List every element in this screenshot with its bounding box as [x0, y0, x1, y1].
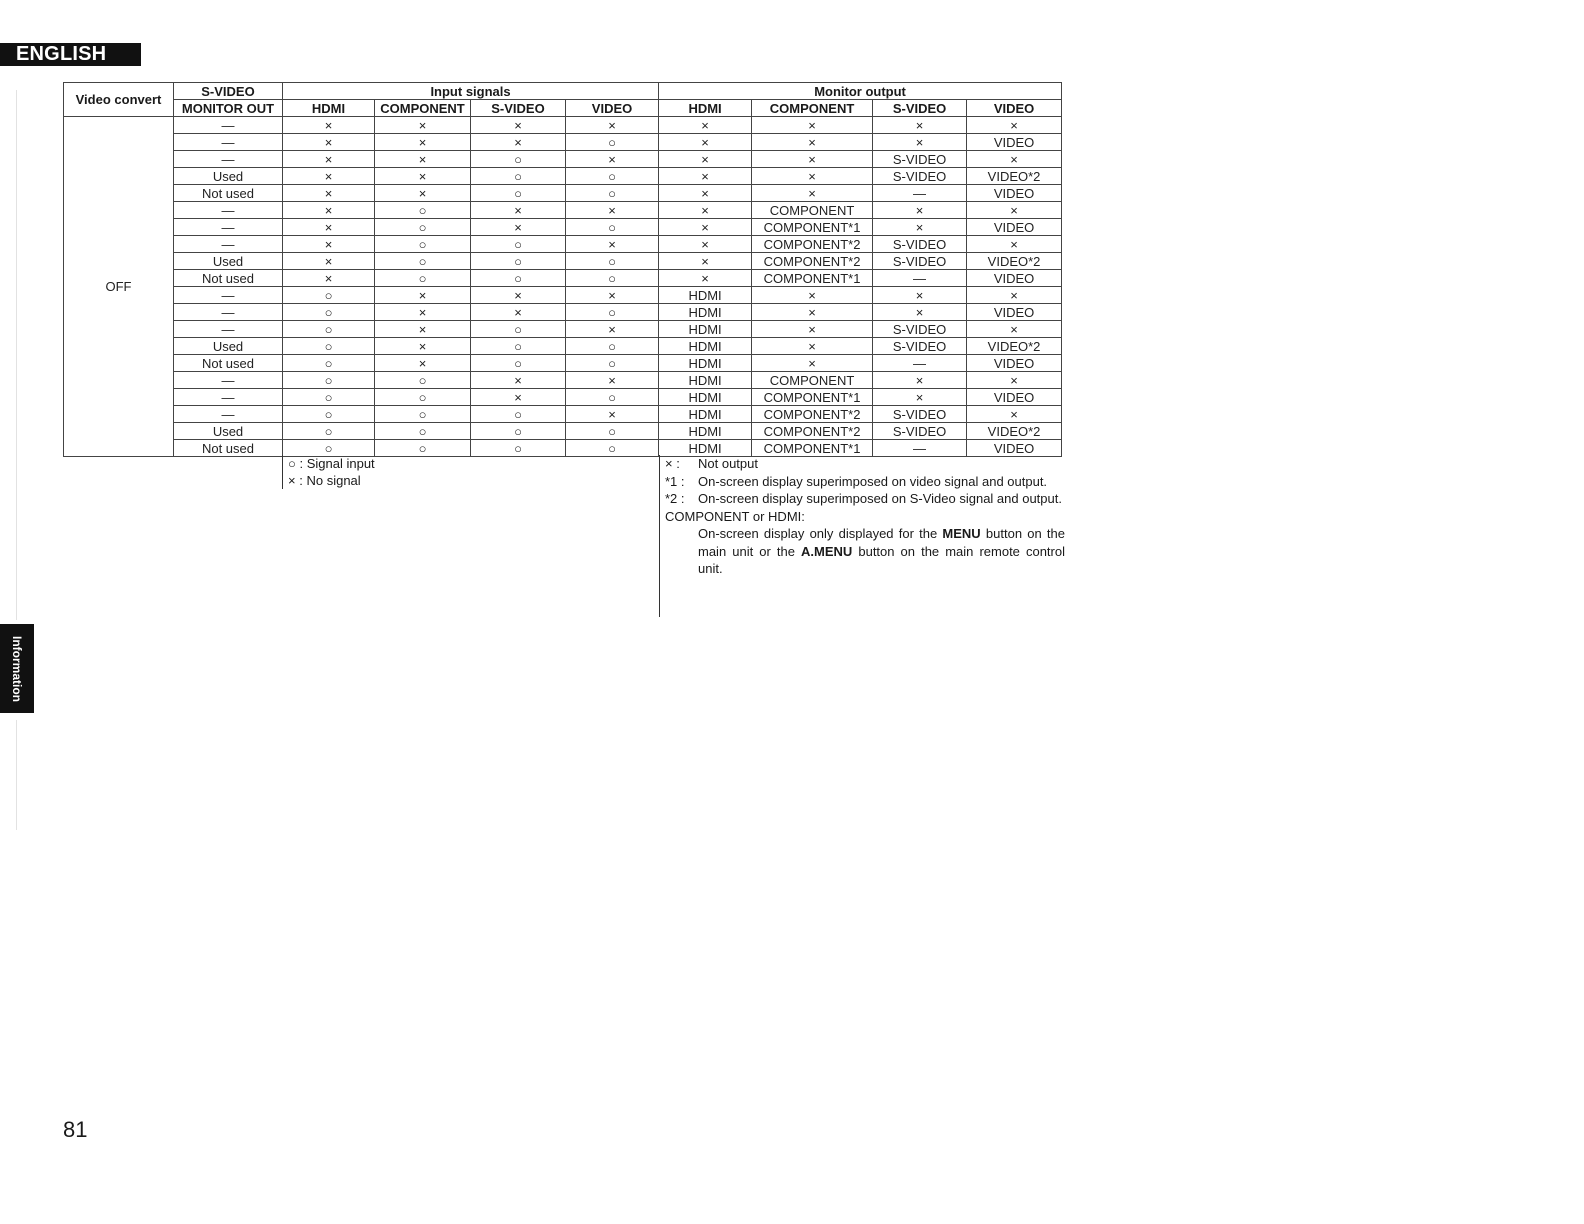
- note-footnote-2: [665, 490, 1065, 508]
- cell-output-hdmi: HDMI: [659, 440, 752, 457]
- note-text-b: button on the main unit or the: [698, 526, 1066, 559]
- table-row: [64, 355, 1062, 372]
- cell-input-video: ×: [566, 117, 659, 134]
- video-convert-off-cell: OFF: [64, 117, 174, 457]
- cell-output-component: COMPONENT*2: [752, 253, 873, 270]
- cell-output-component: ×: [752, 321, 873, 338]
- cell-input-hdmi: ○: [283, 372, 375, 389]
- cell-input-hdmi: ○: [283, 338, 375, 355]
- cell-output-svideo: ×: [873, 287, 967, 304]
- cell-input-svideo: ○: [471, 321, 566, 338]
- cell-output-component: ×: [752, 117, 873, 134]
- table-row: [64, 219, 1062, 236]
- cell-input-video: ○: [566, 304, 659, 321]
- cell-input-svideo: ○: [471, 355, 566, 372]
- cell-output-svideo: S-VIDEO: [873, 406, 967, 423]
- table-row: [64, 440, 1062, 457]
- note-not-output: [665, 455, 1065, 473]
- table-row: [64, 389, 1062, 406]
- cell-output-hdmi: HDMI: [659, 338, 752, 355]
- table-row: [64, 423, 1062, 440]
- cell-input-svideo: ○: [471, 270, 566, 287]
- cell-output-component: ×: [752, 287, 873, 304]
- cell-input-svideo: ○: [471, 151, 566, 168]
- cell-output-hdmi: HDMI: [659, 389, 752, 406]
- side-tab-information[interactable]: [0, 624, 34, 713]
- cell-input-video: ○: [566, 219, 659, 236]
- table-row: [64, 134, 1062, 151]
- cell-svideo-monitor-out: —: [174, 372, 283, 389]
- cell-output-hdmi: HDMI: [659, 304, 752, 321]
- cell-input-video: ○: [566, 440, 659, 457]
- cell-output-hdmi: ×: [659, 253, 752, 270]
- cell-input-component: ○: [375, 423, 471, 440]
- cell-input-hdmi: ○: [283, 406, 375, 423]
- note-text-c: button on the main remote control unit.: [698, 543, 1065, 576]
- header-output-video: VIDEO: [967, 100, 1062, 117]
- side-nav-guide-line: [16, 90, 17, 620]
- cell-input-hdmi: ○: [283, 321, 375, 338]
- cell-output-hdmi: HDMI: [659, 423, 752, 440]
- cell-input-svideo: ○: [471, 406, 566, 423]
- cell-input-component: ×: [375, 168, 471, 185]
- note-footnote-1: [665, 473, 1065, 491]
- cell-svideo-monitor-out: —: [174, 236, 283, 253]
- header-svideo-monitor-out-line1: S-VIDEO: [174, 83, 283, 100]
- note-text-a: On-screen display only displayed for the: [698, 526, 938, 541]
- cell-input-component: ○: [375, 202, 471, 219]
- cell-output-hdmi: HDMI: [659, 372, 752, 389]
- cell-output-hdmi: HDMI: [659, 355, 752, 372]
- cell-input-component: ○: [375, 253, 471, 270]
- cell-output-svideo: S-VIDEO: [873, 423, 967, 440]
- cell-input-hdmi: ○: [283, 440, 375, 457]
- cell-input-video: ×: [566, 287, 659, 304]
- cell-output-svideo: —: [873, 440, 967, 457]
- header-monitor-output: Monitor output: [659, 83, 1062, 100]
- cell-output-hdmi: HDMI: [659, 321, 752, 338]
- cell-input-svideo: ○: [471, 168, 566, 185]
- cell-input-component: ×: [375, 355, 471, 372]
- cell-output-video: ×: [967, 236, 1062, 253]
- cell-output-video: VIDEO: [967, 134, 1062, 151]
- cell-input-component: ×: [375, 151, 471, 168]
- cell-input-component: ○: [375, 236, 471, 253]
- cell-output-hdmi: ×: [659, 151, 752, 168]
- cell-output-hdmi: ×: [659, 168, 752, 185]
- cell-output-component: ×: [752, 134, 873, 151]
- cell-input-hdmi: ×: [283, 117, 375, 134]
- cell-output-component: COMPONENT*2: [752, 423, 873, 440]
- header-input-svideo: S-VIDEO: [471, 100, 566, 117]
- table-row: [64, 321, 1062, 338]
- cell-output-svideo: S-VIDEO: [873, 338, 967, 355]
- table-row: [64, 338, 1062, 355]
- cell-input-video: ○: [566, 338, 659, 355]
- table-body: [64, 117, 1062, 457]
- cell-output-video: VIDEO*2: [967, 253, 1062, 270]
- legend-text: Signal input: [306, 456, 375, 471]
- legend-notes: [659, 455, 1065, 617]
- legend-sep: :: [299, 456, 304, 471]
- cell-output-hdmi: ×: [659, 219, 752, 236]
- cell-output-hdmi: HDMI: [659, 406, 752, 423]
- cell-input-video: ○: [566, 134, 659, 151]
- cell-output-svideo: —: [873, 355, 967, 372]
- language-badge: ENGLISH: [0, 43, 141, 66]
- cell-input-hdmi: ○: [283, 287, 375, 304]
- cell-output-component: COMPONENT*1: [752, 389, 873, 406]
- cell-output-hdmi: HDMI: [659, 287, 752, 304]
- cell-input-hdmi: ×: [283, 236, 375, 253]
- header-output-component: COMPONENT: [752, 100, 873, 117]
- cell-svideo-monitor-out: —: [174, 389, 283, 406]
- table-row: [64, 168, 1062, 185]
- legend-sep: :: [299, 473, 303, 488]
- cell-output-svideo: S-VIDEO: [873, 151, 967, 168]
- cell-input-hdmi: ×: [283, 270, 375, 287]
- header-output-svideo: S-VIDEO: [873, 100, 967, 117]
- cell-input-video: ○: [566, 185, 659, 202]
- cell-output-svideo: ×: [873, 202, 967, 219]
- cell-input-component: ○: [375, 372, 471, 389]
- cell-svideo-monitor-out: —: [174, 406, 283, 423]
- cell-output-hdmi: ×: [659, 236, 752, 253]
- cell-output-component: ×: [752, 304, 873, 321]
- header-input-video: VIDEO: [566, 100, 659, 117]
- cell-input-svideo: ×: [471, 219, 566, 236]
- cell-svideo-monitor-out: Used: [174, 253, 283, 270]
- header-input-component: COMPONENT: [375, 100, 471, 117]
- cell-input-component: ×: [375, 117, 471, 134]
- cell-output-component: COMPONENT*1: [752, 440, 873, 457]
- cell-output-video: VIDEO: [967, 270, 1062, 287]
- amenu-button-label: A.MENU: [801, 543, 853, 559]
- header-svideo-monitor-out-line2: MONITOR OUT: [174, 100, 283, 117]
- cell-input-svideo: ×: [471, 304, 566, 321]
- cell-output-svideo: ×: [873, 117, 967, 134]
- cell-svideo-monitor-out: Used: [174, 168, 283, 185]
- cell-output-component: COMPONENT: [752, 202, 873, 219]
- cell-input-hdmi: ×: [283, 168, 375, 185]
- cell-svideo-monitor-out: —: [174, 304, 283, 321]
- table-row: [64, 151, 1062, 168]
- cell-input-video: ○: [566, 423, 659, 440]
- cell-output-svideo: ×: [873, 134, 967, 151]
- cell-input-hdmi: ○: [283, 423, 375, 440]
- cell-output-component: COMPONENT*1: [752, 270, 873, 287]
- cell-output-video: ×: [967, 321, 1062, 338]
- cell-output-video: VIDEO: [967, 355, 1062, 372]
- table-row: [64, 202, 1062, 219]
- cell-input-video: ×: [566, 372, 659, 389]
- table-row: [64, 287, 1062, 304]
- cell-svideo-monitor-out: —: [174, 117, 283, 134]
- cell-input-component: ○: [375, 389, 471, 406]
- note-text: Not output: [698, 456, 758, 471]
- cell-output-hdmi: ×: [659, 202, 752, 219]
- cell-input-hdmi: ×: [283, 134, 375, 151]
- cell-svideo-monitor-out: Used: [174, 423, 283, 440]
- cell-input-component: ×: [375, 287, 471, 304]
- header-input-signals: Input signals: [283, 83, 659, 100]
- cell-output-video: VIDEO: [967, 185, 1062, 202]
- cell-output-video: VIDEO*2: [967, 423, 1062, 440]
- cell-input-svideo: ×: [471, 134, 566, 151]
- cell-input-hdmi: ○: [283, 389, 375, 406]
- cell-output-svideo: S-VIDEO: [873, 253, 967, 270]
- table-header: [64, 83, 1062, 117]
- cell-input-svideo: ×: [471, 372, 566, 389]
- note-key: *1 :: [665, 473, 685, 489]
- cell-output-video: VIDEO: [967, 304, 1062, 321]
- cell-input-video: ×: [566, 236, 659, 253]
- cell-svideo-monitor-out: —: [174, 219, 283, 236]
- circle-icon: ○: [288, 456, 296, 471]
- cell-svideo-monitor-out: Not used: [174, 440, 283, 457]
- cell-input-hdmi: ×: [283, 151, 375, 168]
- table-row: [64, 117, 1062, 134]
- cell-svideo-monitor-out: —: [174, 202, 283, 219]
- cell-input-component: ×: [375, 134, 471, 151]
- cell-svideo-monitor-out: —: [174, 151, 283, 168]
- cell-input-component: ×: [375, 338, 471, 355]
- cell-output-video: ×: [967, 287, 1062, 304]
- cell-output-video: ×: [967, 117, 1062, 134]
- cell-output-video: VIDEO*2: [967, 168, 1062, 185]
- cell-input-component: ×: [375, 321, 471, 338]
- legend-text: No signal: [306, 473, 361, 488]
- cell-input-svideo: ×: [471, 287, 566, 304]
- cell-output-hdmi: ×: [659, 134, 752, 151]
- cell-output-component: ×: [752, 168, 873, 185]
- cell-input-hdmi: ×: [283, 185, 375, 202]
- cell-input-video: ×: [566, 202, 659, 219]
- cell-input-video: ○: [566, 168, 659, 185]
- cell-output-svideo: ×: [873, 304, 967, 321]
- cell-input-hdmi: ×: [283, 202, 375, 219]
- header-input-hdmi: HDMI: [283, 100, 375, 117]
- cell-svideo-monitor-out: Not used: [174, 355, 283, 372]
- legend-symbols: [282, 455, 375, 489]
- cell-output-video: VIDEO*2: [967, 338, 1062, 355]
- header-output-hdmi: HDMI: [659, 100, 752, 117]
- cell-svideo-monitor-out: —: [174, 134, 283, 151]
- cell-input-video: ○: [566, 270, 659, 287]
- table-row: [64, 270, 1062, 287]
- note-key: × :: [665, 456, 680, 471]
- cell-input-component: ○: [375, 440, 471, 457]
- cell-svideo-monitor-out: —: [174, 287, 283, 304]
- cell-output-svideo: —: [873, 185, 967, 202]
- cell-output-hdmi: ×: [659, 117, 752, 134]
- cell-input-video: ×: [566, 151, 659, 168]
- cross-icon: ×: [288, 473, 296, 488]
- header-video-convert: Video convert: [64, 83, 174, 117]
- cell-output-video: VIDEO: [967, 389, 1062, 406]
- cell-output-svideo: ×: [873, 372, 967, 389]
- table-row: [64, 236, 1062, 253]
- cell-output-component: COMPONENT*2: [752, 406, 873, 423]
- cell-input-component: ×: [375, 185, 471, 202]
- cell-output-component: COMPONENT*1: [752, 219, 873, 236]
- cell-input-svideo: ○: [471, 440, 566, 457]
- cell-input-component: ×: [375, 304, 471, 321]
- cell-input-svideo: ×: [471, 117, 566, 134]
- note-text: On-screen display superimposed on video signal and output.: [698, 473, 1048, 489]
- cell-output-hdmi: ×: [659, 185, 752, 202]
- cell-input-component: ○: [375, 219, 471, 236]
- cell-input-svideo: ○: [471, 338, 566, 355]
- cell-output-svideo: S-VIDEO: [873, 236, 967, 253]
- note-component-hdmi-heading: COMPONENT or HDMI:: [665, 508, 805, 524]
- legend-item-no-signal: [288, 472, 375, 489]
- cell-output-component: COMPONENT*2: [752, 236, 873, 253]
- menu-button-label: MENU: [942, 526, 981, 541]
- cell-input-svideo: ○: [471, 253, 566, 270]
- cell-output-video: ×: [967, 151, 1062, 168]
- cell-output-video: ×: [967, 372, 1062, 389]
- cell-output-video: ×: [967, 202, 1062, 219]
- cell-input-hdmi: ×: [283, 253, 375, 270]
- cell-output-component: ×: [752, 338, 873, 355]
- cell-output-svideo: S-VIDEO: [873, 321, 967, 338]
- table-row: [64, 406, 1062, 423]
- cell-output-svideo: ×: [873, 219, 967, 236]
- cell-output-hdmi: ×: [659, 270, 752, 287]
- cell-output-video: ×: [967, 406, 1062, 423]
- cell-input-video: ×: [566, 321, 659, 338]
- cell-input-svideo: ○: [471, 423, 566, 440]
- cell-output-video: VIDEO: [967, 440, 1062, 457]
- video-convert-table: [63, 82, 1062, 457]
- note-text: On-screen display superimposed on S-Video signal and output.: [698, 491, 1062, 506]
- cell-input-component: ○: [375, 270, 471, 287]
- cell-svideo-monitor-out: —: [174, 321, 283, 338]
- cell-output-component: ×: [752, 355, 873, 372]
- cell-input-hdmi: ○: [283, 304, 375, 321]
- cell-output-svideo: —: [873, 270, 967, 287]
- cell-input-video: ×: [566, 406, 659, 423]
- cell-svideo-monitor-out: Not used: [174, 185, 283, 202]
- cell-input-video: ○: [566, 355, 659, 372]
- table-row: [64, 185, 1062, 202]
- cell-svideo-monitor-out: Not used: [174, 270, 283, 287]
- cell-output-component: ×: [752, 185, 873, 202]
- side-nav-guide-line-lower: [16, 720, 17, 830]
- note-component-hdmi-text: [665, 525, 1065, 578]
- cell-input-svideo: ○: [471, 236, 566, 253]
- cell-input-svideo: ×: [471, 202, 566, 219]
- cell-input-hdmi: ○: [283, 355, 375, 372]
- page-number: 81: [63, 1117, 88, 1142]
- cell-output-component: COMPONENT: [752, 372, 873, 389]
- table-row: [64, 253, 1062, 270]
- cell-input-svideo: ×: [471, 389, 566, 406]
- cell-input-svideo: ○: [471, 185, 566, 202]
- cell-svideo-monitor-out: Used: [174, 338, 283, 355]
- cell-input-video: ○: [566, 389, 659, 406]
- cell-output-video: VIDEO: [967, 219, 1062, 236]
- side-tab-label: Information: [10, 635, 24, 702]
- cell-input-component: ○: [375, 406, 471, 423]
- cell-input-hdmi: ×: [283, 219, 375, 236]
- table-row: [64, 304, 1062, 321]
- table-row: [64, 372, 1062, 389]
- cell-output-component: ×: [752, 151, 873, 168]
- cell-input-video: ○: [566, 253, 659, 270]
- legend-item-signal-input: [288, 455, 375, 472]
- cell-output-svideo: ×: [873, 389, 967, 406]
- note-key: *2 :: [665, 491, 685, 506]
- cell-output-svideo: S-VIDEO: [873, 168, 967, 185]
